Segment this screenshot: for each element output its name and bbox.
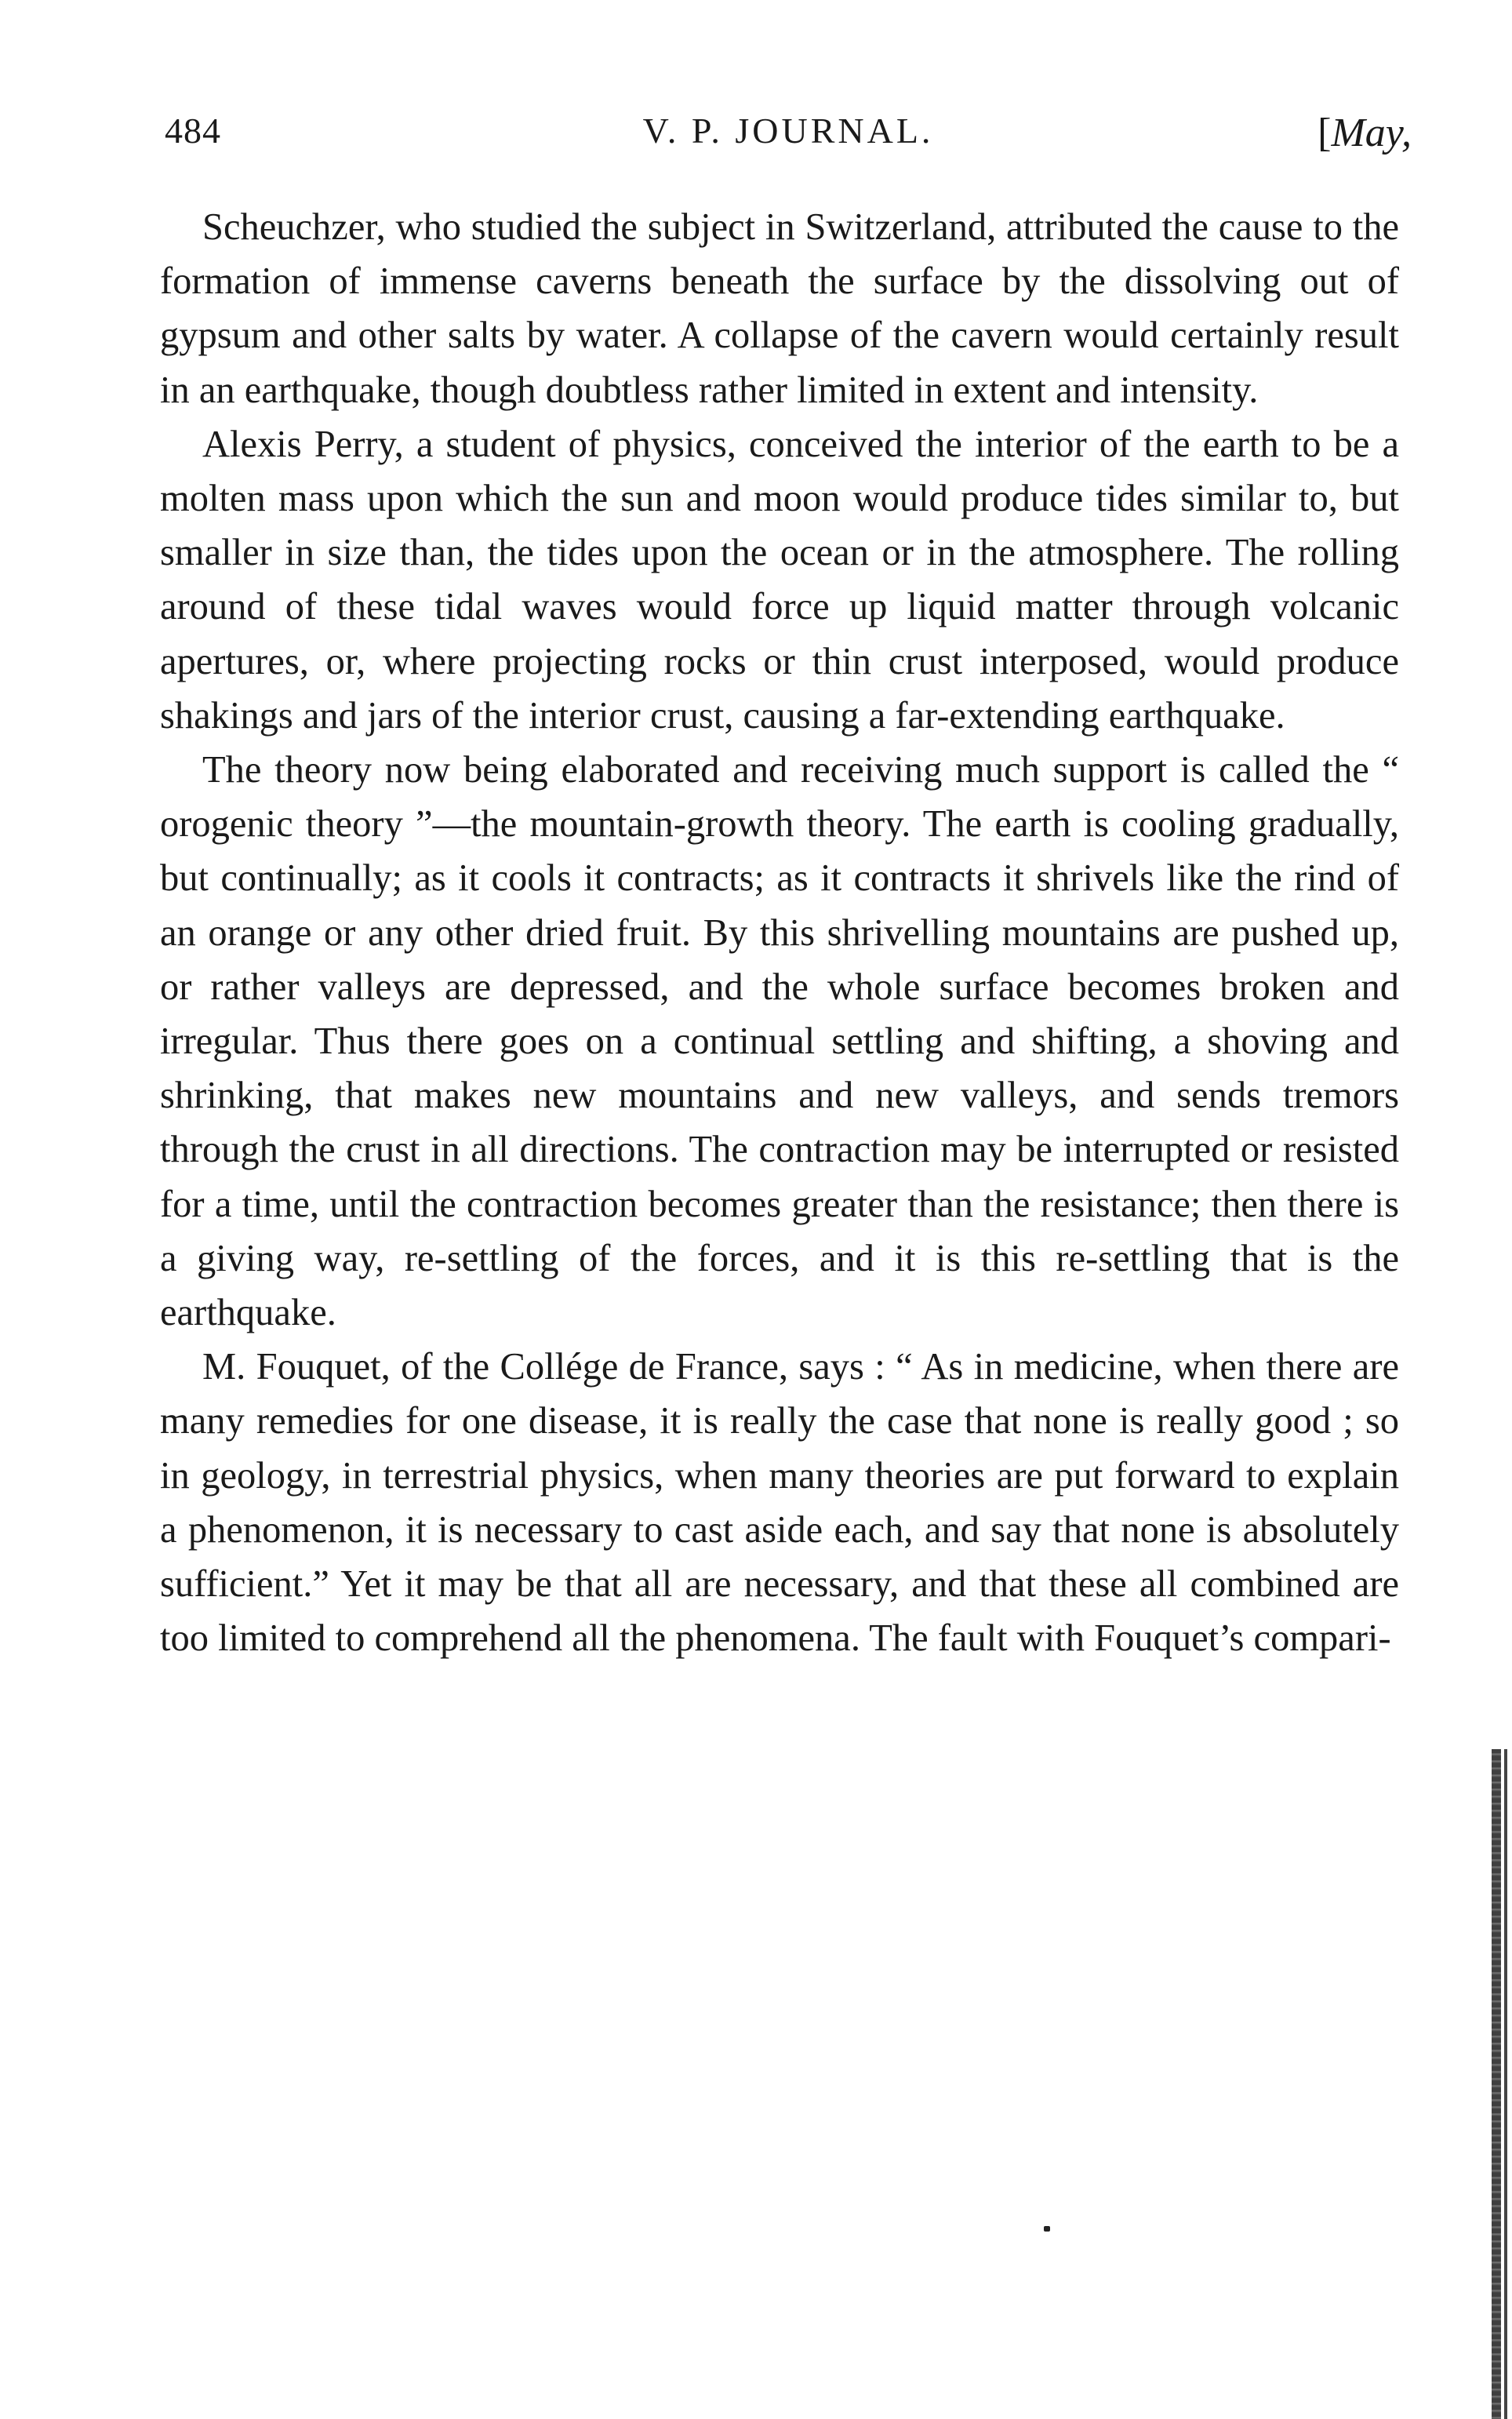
paragraph-perry: Alexis Perry, a student of physics, conceived the interior of the earth to be a molten mass upon which the sun and moon would produce tides similar to, but smaller in size than, the tides upon the ocean or in the atmosphere. The rolling around of these tidal waves would force up liquid matter through volcanic apertures, or, where projecting rocks or thin crust interposed, would produce shakings and jars of the interior crust, causing a far-extending earthquake. [160,423,1399,737]
month-name: May, [1331,111,1412,155]
ink-speck [1044,2226,1050,2232]
paragraph-orogenic-theory: The theory now being elaborated and receiving much support is called the “ orogenic theory ”—the mountain-growth theory. The earth is cooling gradually, but continually; as it cools it contracts; as it contracts it shrivels like the rind of an orange or any other dried fruit. By this shrivelling mountains are pushed up, or rather valleys are depressed, and the whole surface becomes broken and irregular. Thus there goes on a continual settling and shifting, a shoving and shrinking, that makes new mountains and new valleys, and sends tremors through the crust in all directions. The contraction may be interrupted or resisted for a time, until the contraction becomes greater than the resistance; then there is a giving way, re-settling of the forces, and it is this re-settling that is the earthquake. [160,749,1399,1334]
month-label [1318,110,1412,156]
page-edge-shadow [1492,1749,1501,2419]
running-head [165,110,1412,165]
page-number: 484 [165,111,221,151]
body-text [160,200,1399,1665]
journal-title: V. P. JOURNAL. [642,111,934,151]
month-bracket: [ [1318,111,1332,155]
paragraph-scheuchzer: Scheuchzer, who studied the subject in Switzerland, attributed the cause to the formation of immense caverns beneath the surface by the dissolving out of gypsum and other salts by water. A collapse of the cavern would certainly result in an earthquake, though doubtless rather limited in extent and intensity. [160,206,1399,411]
paragraph-fouquet: M. Fouquet, of the Collége de France, says : “ As in medicine, when there are many remedies for one disease, it is really the case that none is really good ; so in geology, in terrestrial physics, when many theories are put forward to explain a phenomenon, it is necessary to cast aside each, and say that none is absolutely sufficient.” Yet it may be that all are necessary, and that these all combined are too limited to comprehend all the phenomena. The fault with Fouquet’s compari- [160,1346,1399,1660]
page-edge-line [1504,1749,1507,2419]
